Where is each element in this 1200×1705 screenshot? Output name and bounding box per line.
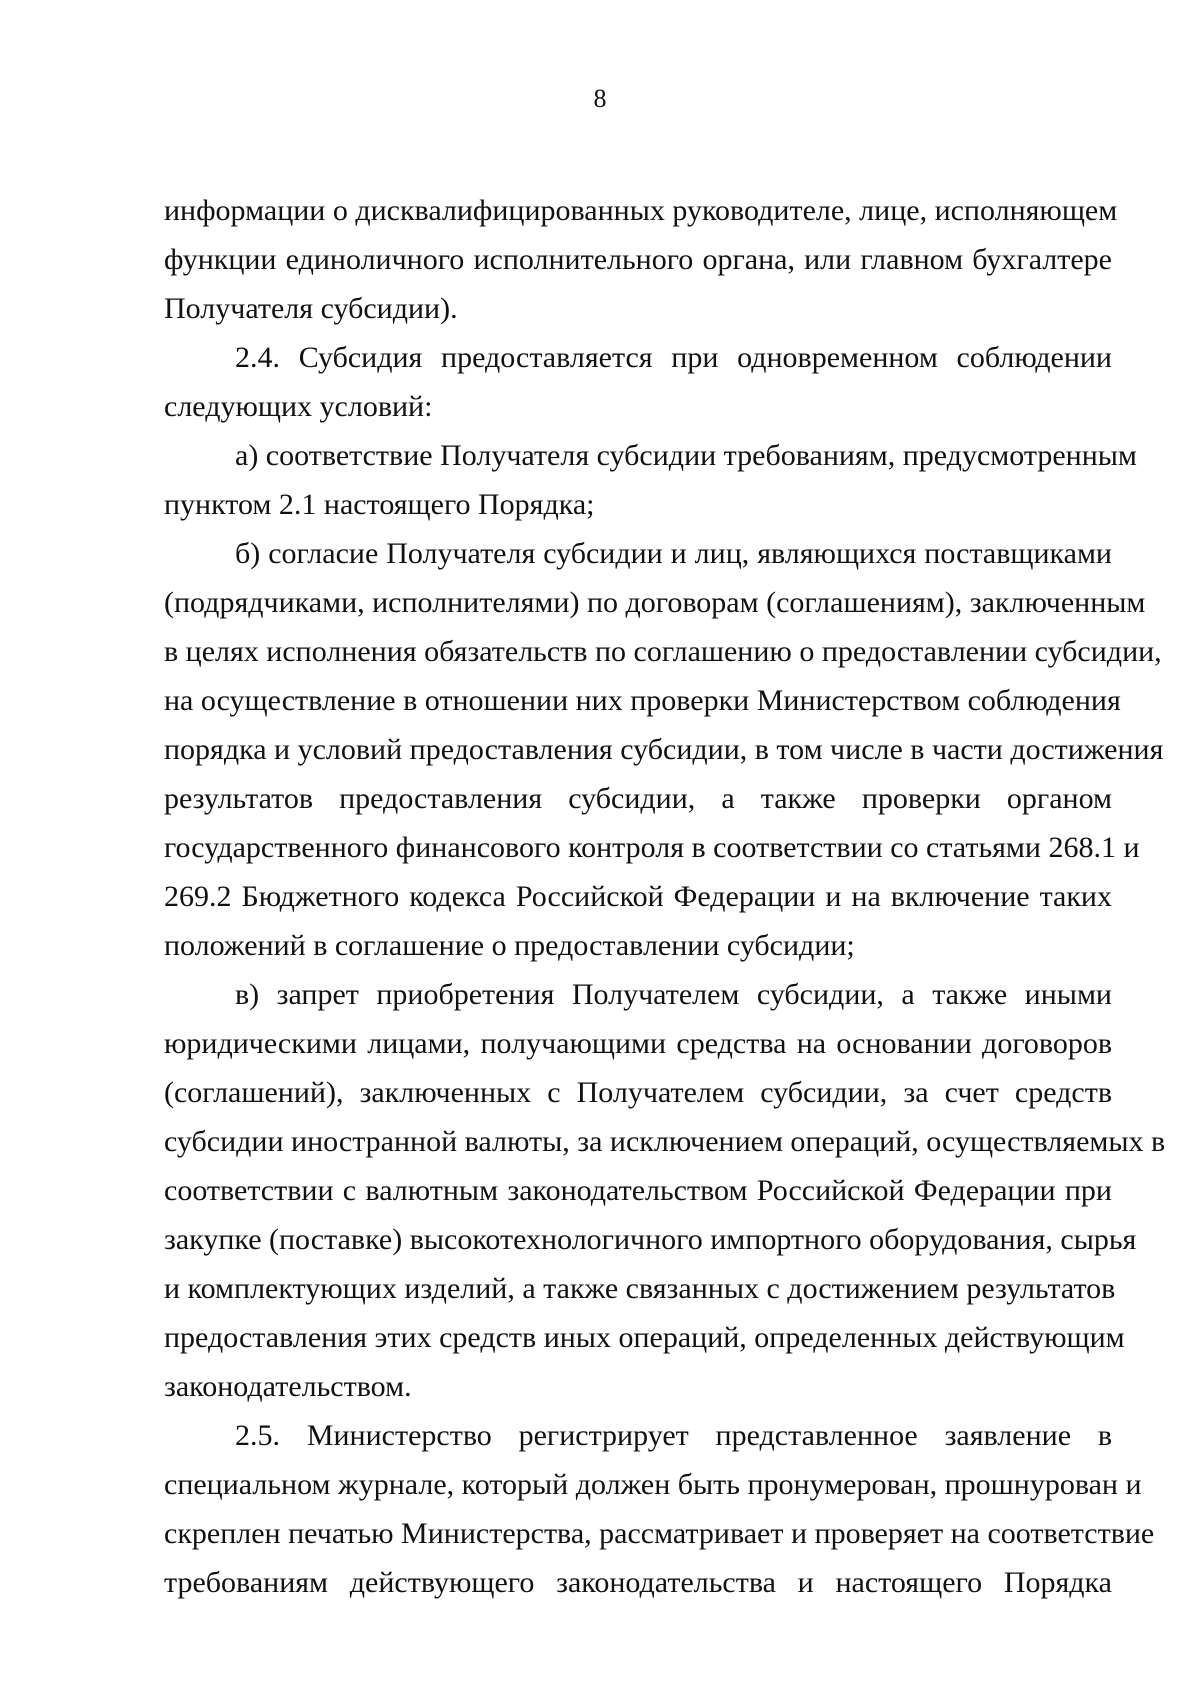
text-line: специальном журнале, который должен быть пронумерован, прошнурован и xyxy=(164,1468,1142,1501)
text-line: законодательством. xyxy=(164,1370,412,1403)
text-line: информации о дисквалифицированных руководителе, лице, исполняющем xyxy=(164,194,1118,227)
text-line: скреплен печатью Министерства, рассматривает и проверяет на соответствие xyxy=(164,1517,1155,1550)
text-line: юридическими лицами, получающими средства на основании договоров xyxy=(164,1027,1112,1060)
text-line: субсидии иностранной валюты, за исключением операций, осуществляемых в xyxy=(164,1125,1166,1158)
text-line: результатов предоставления субсидии, а также проверки органом xyxy=(164,782,1112,815)
text-line: функции единоличного исполнительного органа, или главном бухгалтере xyxy=(164,243,1112,276)
text-line: государственного финансового контроля в соответствии со статьями 268.1 и xyxy=(164,831,1140,864)
text-line: требованиям действующего законодательства и настоящего Порядка xyxy=(164,1566,1112,1599)
paragraph-2-5-line: 2.5. Министерство регистрирует представленное заявление в xyxy=(235,1419,1112,1452)
text-line: и комплектующих изделий, а также связанных с достижением результатов xyxy=(164,1272,1116,1305)
text-line: закупке (поставке) высокотехнологичного импортного оборудования, сырья xyxy=(164,1223,1137,1256)
document-body xyxy=(164,186,1166,1607)
text-line: соответствии с валютным законодательством Российской Федерации при xyxy=(164,1174,1112,1207)
text-line: пунктом 2.1 настоящего Порядка; xyxy=(164,488,595,521)
text-line: в целях исполнения обязательств по соглашению о предоставлении субсидии, xyxy=(164,635,1162,668)
item-b-line: б) согласие Получателя субсидии и лиц, являющихся поставщиками xyxy=(235,537,1112,570)
text-line: порядка и условий предоставления субсидии, в том числе в части достижения xyxy=(164,733,1164,766)
text-line: (подрядчиками, исполнителями) по договорам (соглашениям), заключенным xyxy=(164,586,1146,619)
item-v-line: в) запрет приобретения Получателем субсидии, а также иными xyxy=(235,978,1112,1011)
text-line: следующих условий: xyxy=(164,390,433,423)
text-line: Получателя субсидии). xyxy=(164,292,458,325)
page-number: 8 xyxy=(593,84,607,113)
text-line: на осуществление в отношении них проверки Министерством соблюдения xyxy=(164,684,1121,717)
text-line: 269.2 Бюджетного кодекса Российской Федерации и на включение таких xyxy=(164,880,1112,913)
item-a-line: а) соответствие Получателя субсидии требованиям, предусмотренным xyxy=(235,439,1137,472)
paragraph-2-4-line: 2.4. Субсидия предоставляется при одновременном соблюдении xyxy=(235,341,1112,374)
text-line: (соглашений), заключенных с Получателем субсидии, за счет средств xyxy=(164,1076,1112,1109)
text-line: предоставления этих средств иных операций, определенных действующим xyxy=(164,1321,1125,1354)
text-line: положений в соглашение о предоставлении субсидии; xyxy=(164,929,855,962)
